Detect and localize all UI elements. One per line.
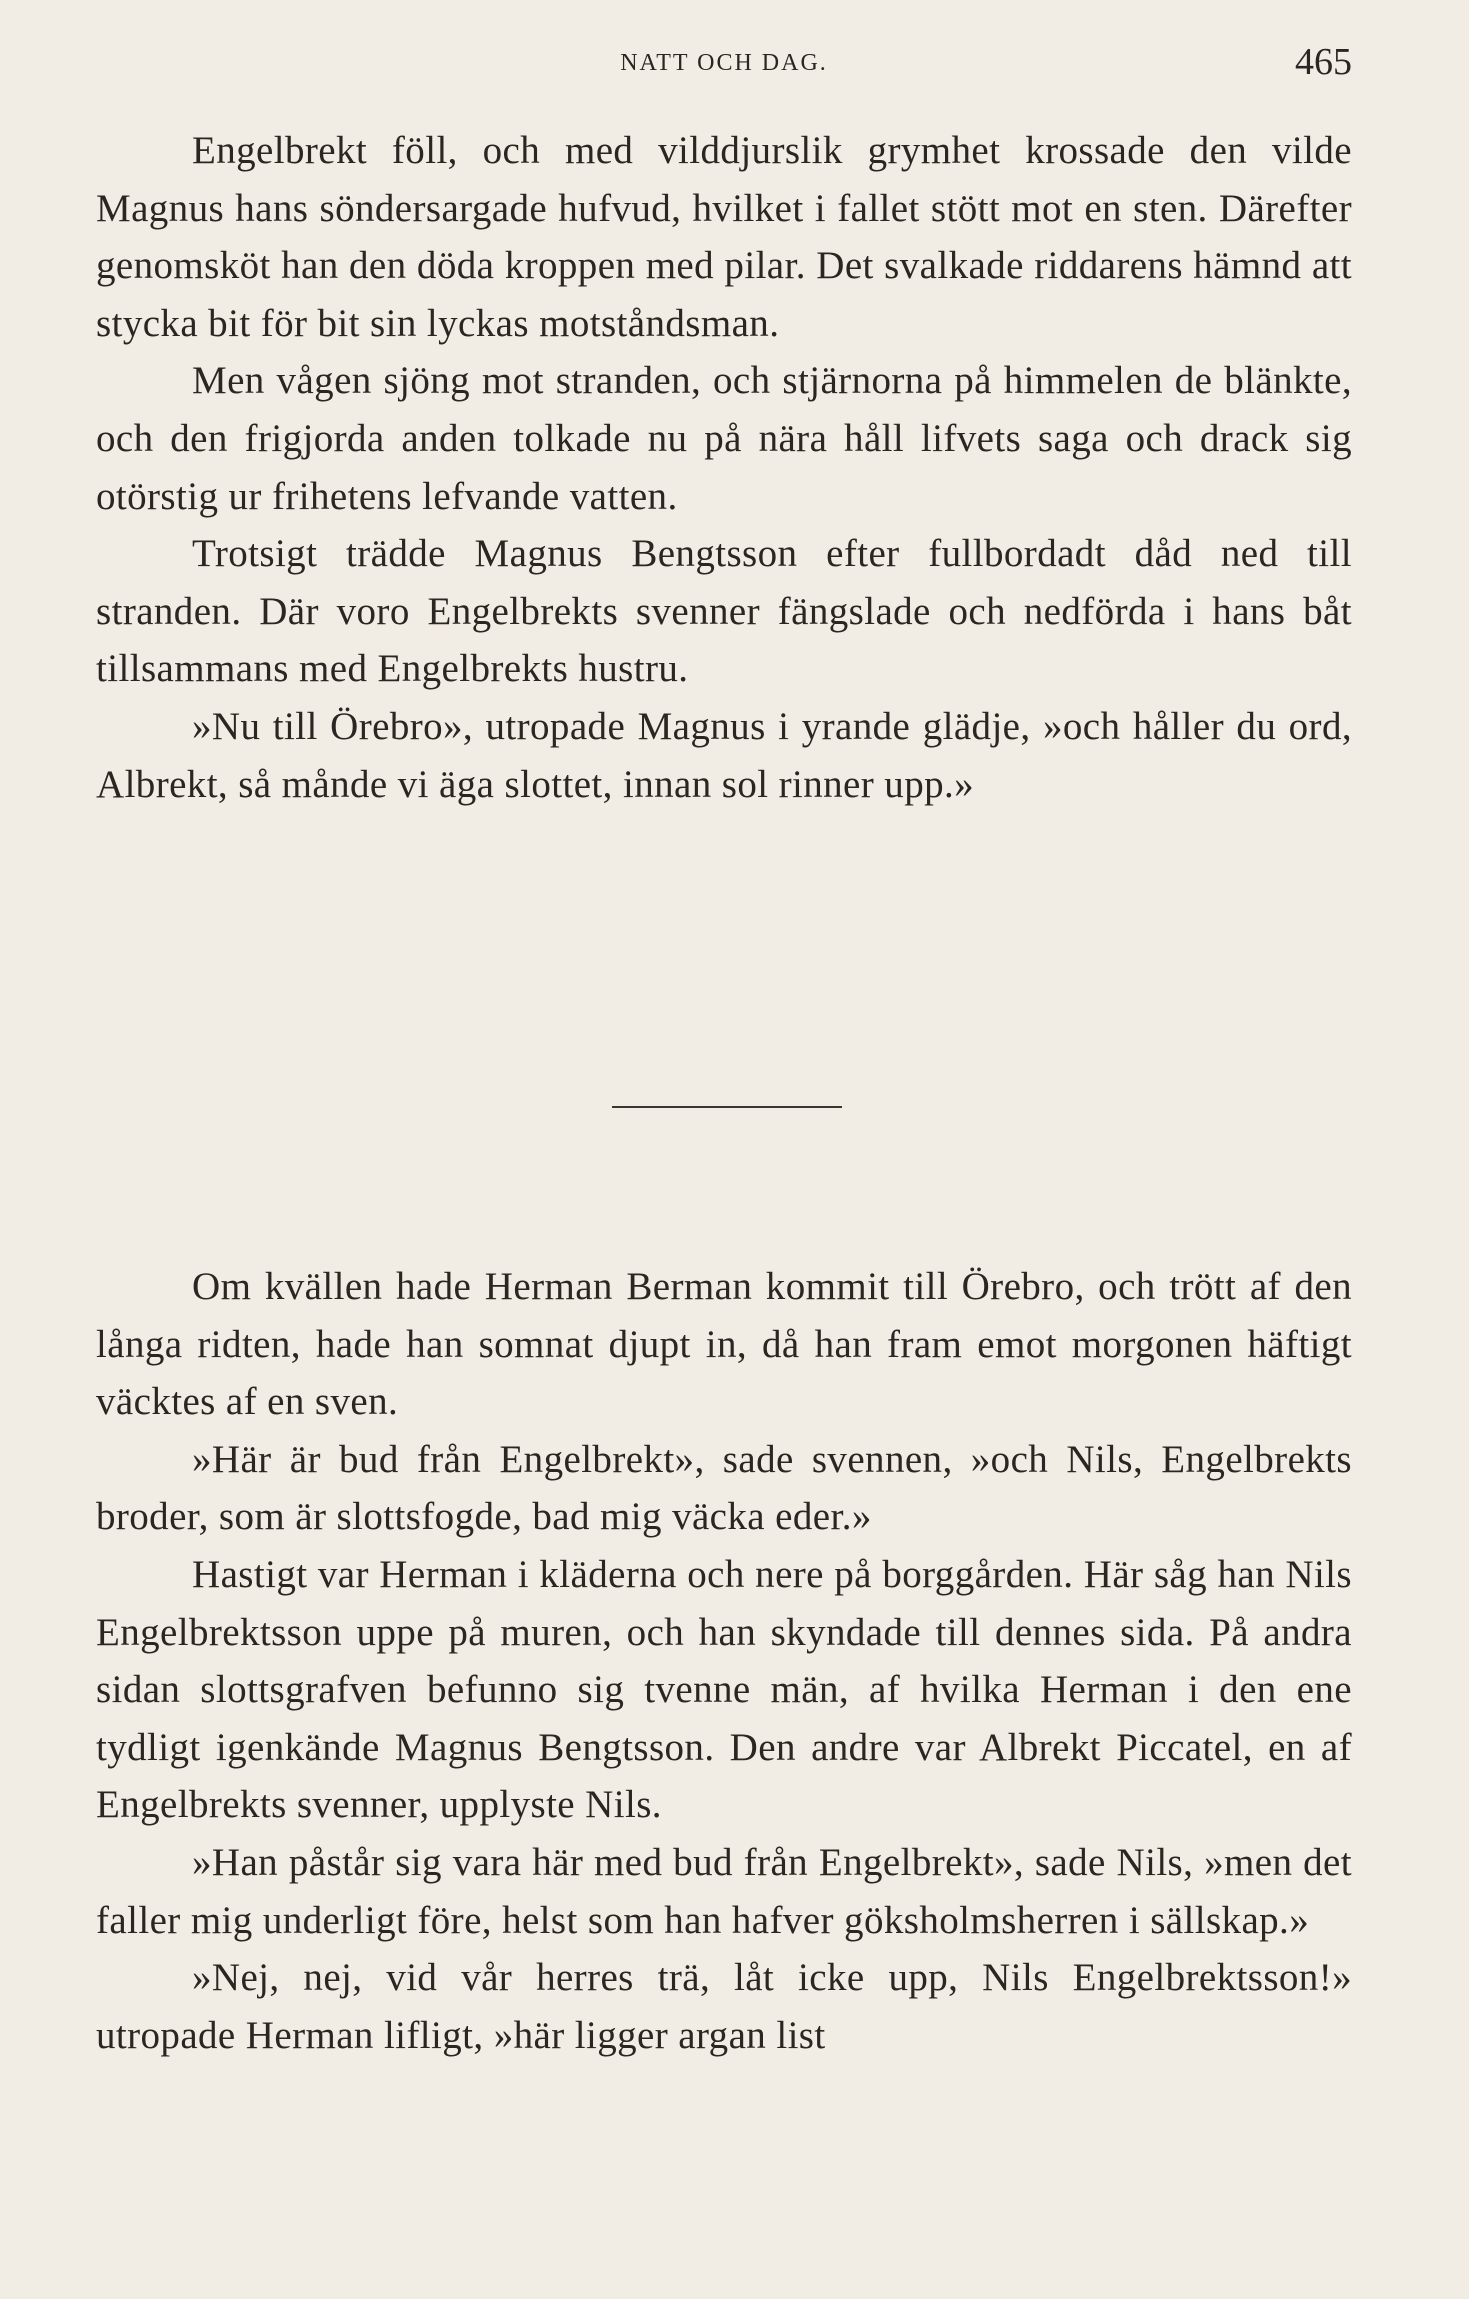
running-title: NATT OCH DAG. bbox=[620, 50, 828, 76]
paragraph: Hastigt var Herman i kläderna och nere på borggården. Här såg han Nils Engelbrektsson uppe på muren, och han skyndade till dennes sida. På andra sidan slottsgrafven befunno sig tvenne män, af hvilka Herman i den ene tydligt igenkände Magnus Bengtsson. Den andre var Albrekt Piccatel, en af Engelbrekts svenner, upplyste Nils. bbox=[96, 1552, 1352, 1827]
paragraph: Engelbrekt föll, och med vilddjurslik grymhet krossade den vilde Magnus hans söndersargade hufvud, hvilket i fallet stött mot en sten. Därefter genomsköt han den döda kroppen med pilar. Det svalkade riddarens hämnd att stycka bit för bit sin lyckas motståndsman. bbox=[96, 129, 1352, 345]
running-head bbox=[96, 40, 1352, 90]
paragraph: »Nej, nej, vid vår herres trä, låt icke upp, Nils Engelbrektsson!» utropade Herman lifligt, »här ligger argan list bbox=[96, 1956, 1352, 2057]
paragraph: Om kvällen hade Herman Berman kommit till Örebro, och trött af den långa ridten, hade han somnat djupt in, då han fram emot morgonen häftigt väcktes af en sven. bbox=[96, 1265, 1352, 1424]
section-divider bbox=[612, 1106, 842, 1108]
paragraph: »Han påstår sig vara här med bud från Engelbrekt», sade Nils, »men det faller mig underligt före, helst som han hafver göksholmsherren i sällskap.» bbox=[96, 1840, 1352, 1942]
page-number: 465 bbox=[1295, 41, 1352, 83]
paragraph: Trotsigt trädde Magnus Bengtsson efter fullbordadt dåd ned till stranden. Där voro Engelbrekts svenner fängslade och nedförda i hans båt tillsammans med Engelbrekts hustru. bbox=[96, 532, 1352, 691]
paragraph: Men vågen sjöng mot stranden, och stjärnorna på himmelen de blänkte, och den frigjorda anden tolkade nu på nära håll lifvets saga och drack sig otörstig ur frihetens lefvande vatten. bbox=[96, 359, 1352, 518]
paragraph: »Här är bud från Engelbrekt», sade svennen, »och Nils, Engelbrekts broder, som är slottsfogde, bad mig väcka eder.» bbox=[96, 1437, 1352, 1539]
section-two-text bbox=[96, 1258, 1352, 2064]
paragraph: »Nu till Örebro», utropade Magnus i yrande glädje, »och håller du ord, Albrekt, så månde vi äga slottet, innan sol rinner upp.» bbox=[96, 704, 1352, 806]
section-one-text bbox=[96, 122, 1352, 813]
